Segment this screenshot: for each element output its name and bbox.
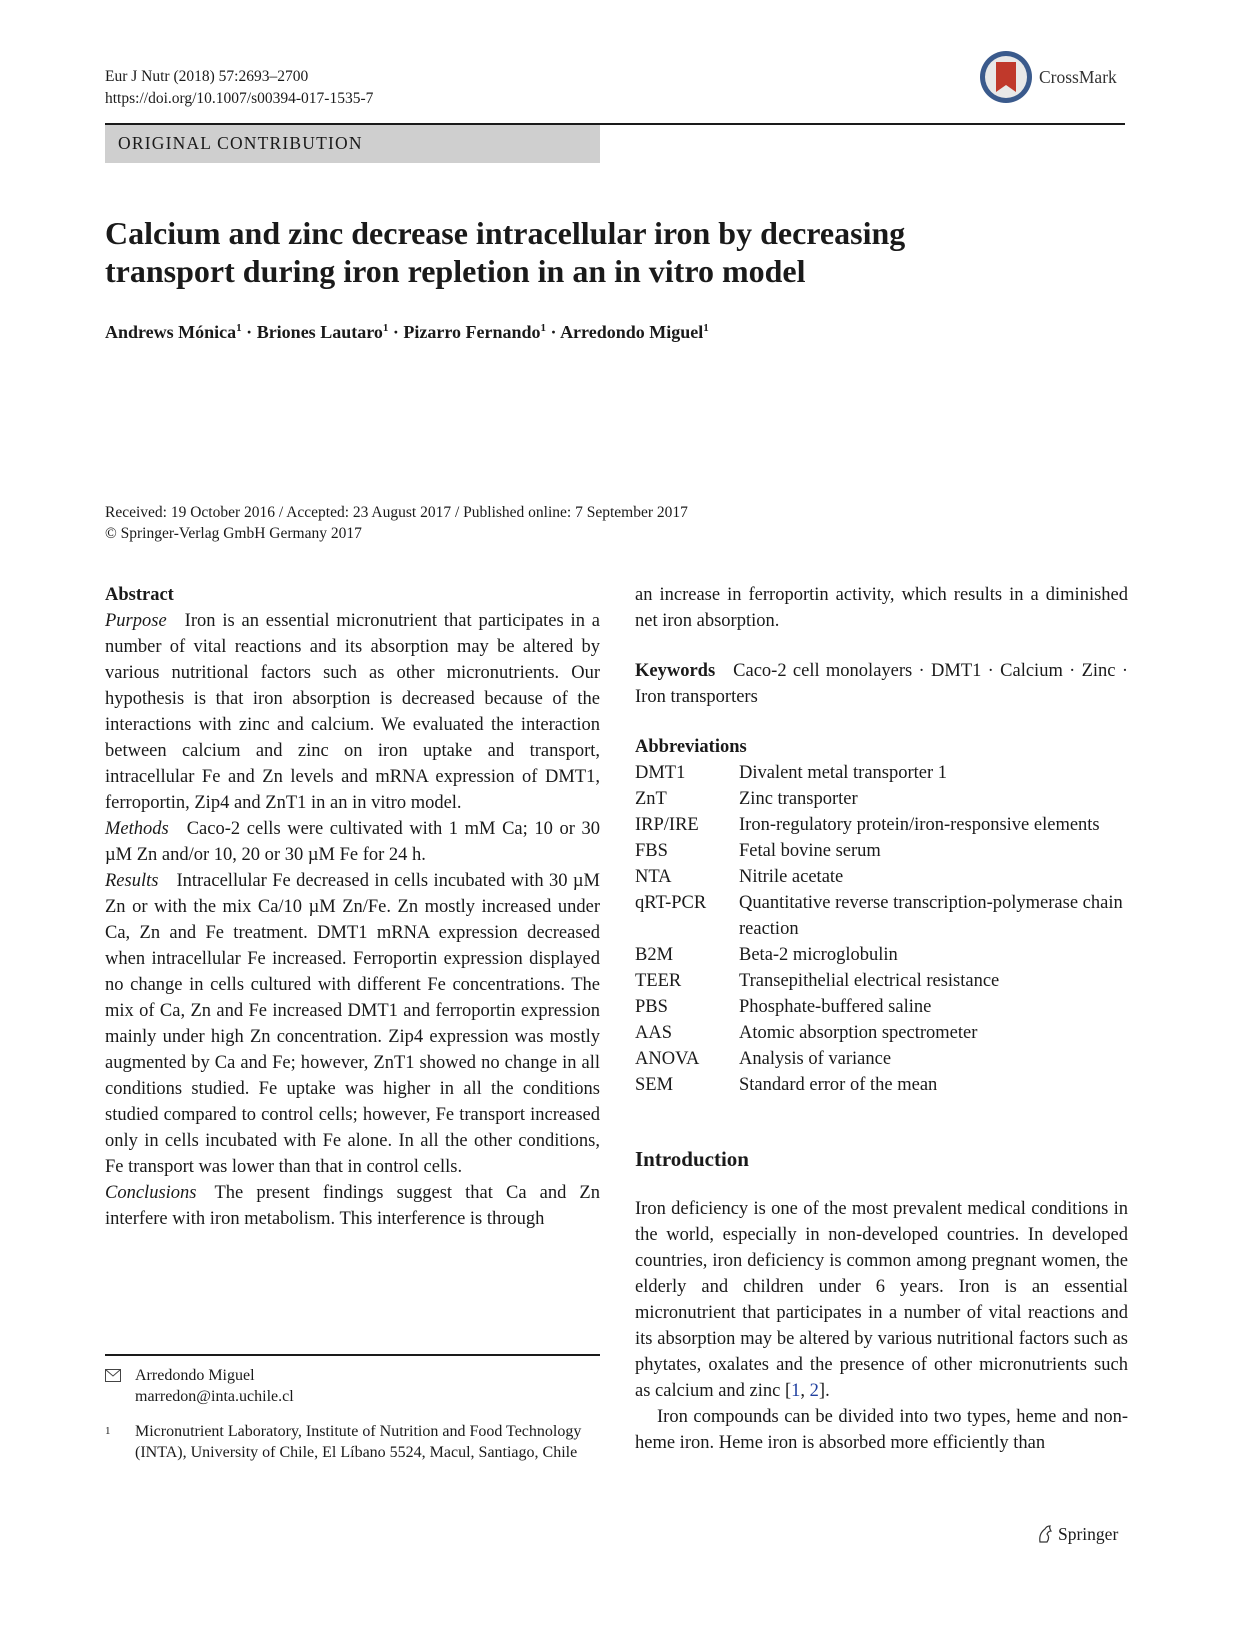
abstract-column — [105, 582, 600, 1232]
abbreviation-definition: Transepithelial electrical resistance — [739, 971, 1000, 991]
abbreviation-definition: Standard error of the mean — [739, 1075, 938, 1095]
author-affiliation-mark: 1 — [236, 322, 242, 334]
abbreviation-row — [635, 890, 1128, 942]
purpose-text: Iron is an essential micronutrient that participates in a number of vital reactions and its absorption may be altered by various nutritional factors such as other micronutrients. Our hypothesis is that iron absorption is decreased because of the interactions with zinc and calcium. We evaluated the interaction between calcium and zinc on iron uptake and transport, intracellular Fe and Zn levels and mRNA expression of DMT1, ferroportin, Zip4 and ZnT1 in an in vitro model. — [105, 611, 600, 813]
results-text: Intracellular Fe decreased in cells incubated with 30 µM Zn or with the mix Ca/10 µM Zn/Fe. Zn mostly increased under Ca, Zn and Fe treatment. DMT1 mRNA expression decreased when intracellular Fe increased. Ferroportin expression displayed no change in cells cultured with different Fe concentrations. The mix of Ca, Zn and Fe increased DMT1 and ferroportin expression mainly under high Zn concentration. Zip4 expression was mostly augmented by Ca and Fe; however, ZnT1 showed no change in all conditions studied. Fe uptake was higher in all the conditions studied compared to control cells; however, Fe transport increased only in cells incubated with Fe alone. In all the other conditions, Fe transport was lower than that in control cells. — [105, 871, 600, 1177]
section-band-label: ORIGINAL CONTRIBUTION — [118, 133, 363, 153]
intro-p1-text: Iron deficiency is one of the most prevalent medical conditions in the world, especially in non-developed countries. In developed countries, iron deficiency is common among pregnant women, the elderly and children under 6 years. Iron is an essential micronutrient that participates in a number of vital reactions and its absorption may be altered by various nutritional factors such as phytates, oxalates and the presence of other micronutrients such as calcium and zinc [ — [635, 1199, 1128, 1401]
abbreviation-definition: Zinc transporter — [739, 789, 858, 809]
publisher-name: Springer — [1058, 1524, 1119, 1544]
affiliation-footnote — [105, 1421, 600, 1463]
reference-link[interactable]: 2 — [809, 1381, 819, 1401]
received-accepted-line: Received: 19 October 2016 / Accepted: 23 August 2017 / Published online: 7 September 2017 — [105, 504, 688, 521]
abbreviation-definition: Divalent metal transporter 1 — [739, 763, 948, 783]
abstract-results — [105, 868, 600, 1180]
methods-label: Methods — [105, 819, 169, 839]
envelope-icon — [105, 1365, 135, 1407]
footnotes — [105, 1365, 600, 1463]
abbreviation-term: AAS — [635, 1023, 673, 1043]
abbreviation-row — [635, 968, 1128, 994]
corresponding-author-email[interactable]: marredon@inta.uchile.cl — [135, 1388, 294, 1405]
abbreviation-row — [635, 1020, 1128, 1046]
abbreviation-definition: Beta-2 microglobulin — [739, 945, 898, 965]
abbreviation-term: PBS — [635, 997, 668, 1017]
author-affiliation-mark: 1 — [540, 322, 547, 334]
abbreviations-heading: Abbreviations — [635, 737, 747, 757]
abbreviation-term: TEER — [635, 971, 682, 991]
section-band — [105, 125, 600, 163]
results-label: Results — [105, 871, 159, 891]
introduction-heading: Introduction — [635, 1147, 749, 1171]
abbreviation-row — [635, 994, 1128, 1020]
publication-dates — [105, 502, 688, 544]
keywords-label: Keywords — [635, 661, 716, 681]
affiliation-text: Micronutrient Laboratory, Institute of Nutrition and Food Technology (INTA), University of Chile, El Líbano 5524, Macul, Santiago, Chile — [135, 1423, 582, 1461]
crossmark-label: CrossMark — [1039, 67, 1117, 87]
abbreviation-term: FBS — [635, 841, 668, 861]
abbreviation-term: DMT1 — [635, 763, 686, 783]
author-list — [105, 322, 709, 343]
methods-text: Caco-2 cells were cultivated with 1 mM Ca; 10 or 30 µM Zn and/or 10, 20 or 30 µM Fe for 24 h. — [105, 819, 600, 865]
abbreviation-definition: Analysis of variance — [739, 1049, 892, 1069]
abbreviation-definition: Iron-regulatory protein/iron-responsive elements — [739, 815, 1100, 835]
author-name[interactable]: Briones Lautaro — [256, 322, 383, 342]
reference-link[interactable]: 1 — [791, 1381, 801, 1401]
abbreviation-definition: Fetal bovine serum — [739, 841, 881, 861]
conclusions-label: Conclusions — [105, 1183, 197, 1203]
springer-horse-icon — [1036, 1524, 1054, 1544]
abbreviation-row — [635, 1046, 1128, 1072]
conclusions-continued: an increase in ferroportin activity, which results in a diminished net iron absorption. — [635, 585, 1128, 631]
keywords-text: Caco-2 cell monolayers · DMT1 · Calcium · Zinc · Iron transporters — [635, 661, 1128, 707]
abstract-conclusions — [105, 1180, 600, 1232]
abbreviation-row — [635, 760, 1128, 786]
abbreviation-term: qRT-PCR — [635, 893, 707, 913]
abstract-methods — [105, 816, 600, 868]
author-name[interactable]: Pizarro Fernando — [403, 322, 541, 342]
abbreviation-definition: Quantitative reverse transcription-polymerase chain reaction — [739, 893, 1123, 939]
right-column — [635, 582, 1128, 1456]
journal-citation: Eur J Nutr (2018) 57:2693–2700 — [105, 68, 309, 85]
conclusions-text: The present findings suggest that Ca and Zn interfere with iron metabolism. This interference is through — [105, 1183, 600, 1229]
abbreviation-row — [635, 942, 1128, 968]
author-separator: · — [388, 322, 404, 342]
title-line-1: Calcium and zinc decrease intracellular iron by decreasing — [105, 215, 906, 251]
abbreviation-row — [635, 864, 1128, 890]
abbreviation-definition: Nitrile acetate — [739, 867, 844, 887]
abbreviation-term: ANOVA — [635, 1049, 700, 1069]
abbreviation-term: B2M — [635, 945, 674, 965]
title-line-2: transport during iron repletion in an in vitro model — [105, 253, 806, 289]
abbreviation-row — [635, 1072, 1128, 1098]
intro-p1-end: ]. — [818, 1381, 830, 1401]
keywords-block — [635, 658, 1128, 710]
affiliation-mark: 1 — [105, 1425, 111, 1437]
crossmark-icon — [979, 50, 1033, 104]
abbreviation-row — [635, 838, 1128, 864]
purpose-label: Purpose — [105, 611, 167, 631]
copyright-line: © Springer-Verlag GmbH Germany 2017 — [105, 525, 362, 542]
doi-link[interactable]: https://doi.org/10.1007/s00394-017-1535-7 — [105, 90, 374, 107]
abbreviations-table — [635, 760, 1128, 1098]
abbreviation-term: IRP/IRE — [635, 815, 699, 835]
author-separator: · — [546, 322, 561, 342]
crossmark-badge[interactable] — [979, 50, 1129, 106]
author-name[interactable]: Andrews Mónica — [105, 322, 237, 342]
author-separator: · — [241, 322, 257, 342]
publisher-footer — [1036, 1524, 1118, 1545]
author-affiliation-mark: 1 — [382, 322, 389, 334]
abbreviation-definition: Phosphate-buffered saline — [739, 997, 932, 1017]
abstract-heading: Abstract — [105, 585, 174, 605]
abstract-purpose — [105, 608, 600, 816]
corresponding-author — [105, 1365, 600, 1407]
reference-separator: , — [800, 1381, 810, 1401]
corresponding-author-name: Arredondo Miguel — [135, 1367, 255, 1384]
abbreviation-term: ZnT — [635, 789, 667, 809]
journal-header — [105, 66, 373, 110]
abbreviation-row — [635, 786, 1128, 812]
introduction-paragraph-1 — [635, 1196, 1128, 1404]
abbreviation-term: SEM — [635, 1075, 674, 1095]
footnote-rule — [105, 1354, 600, 1356]
abbreviation-row — [635, 812, 1128, 838]
author-affiliation-mark: 1 — [703, 322, 709, 334]
introduction-paragraph-2: Iron compounds can be divided into two types, heme and non-heme iron. Heme iron is absorbed more efficiently than — [635, 1407, 1128, 1453]
abbreviation-definition: Atomic absorption spectrometer — [739, 1023, 978, 1043]
abbreviation-term: NTA — [635, 867, 672, 887]
article-title — [105, 214, 1105, 290]
author-name[interactable]: Arredondo Miguel — [560, 322, 704, 342]
